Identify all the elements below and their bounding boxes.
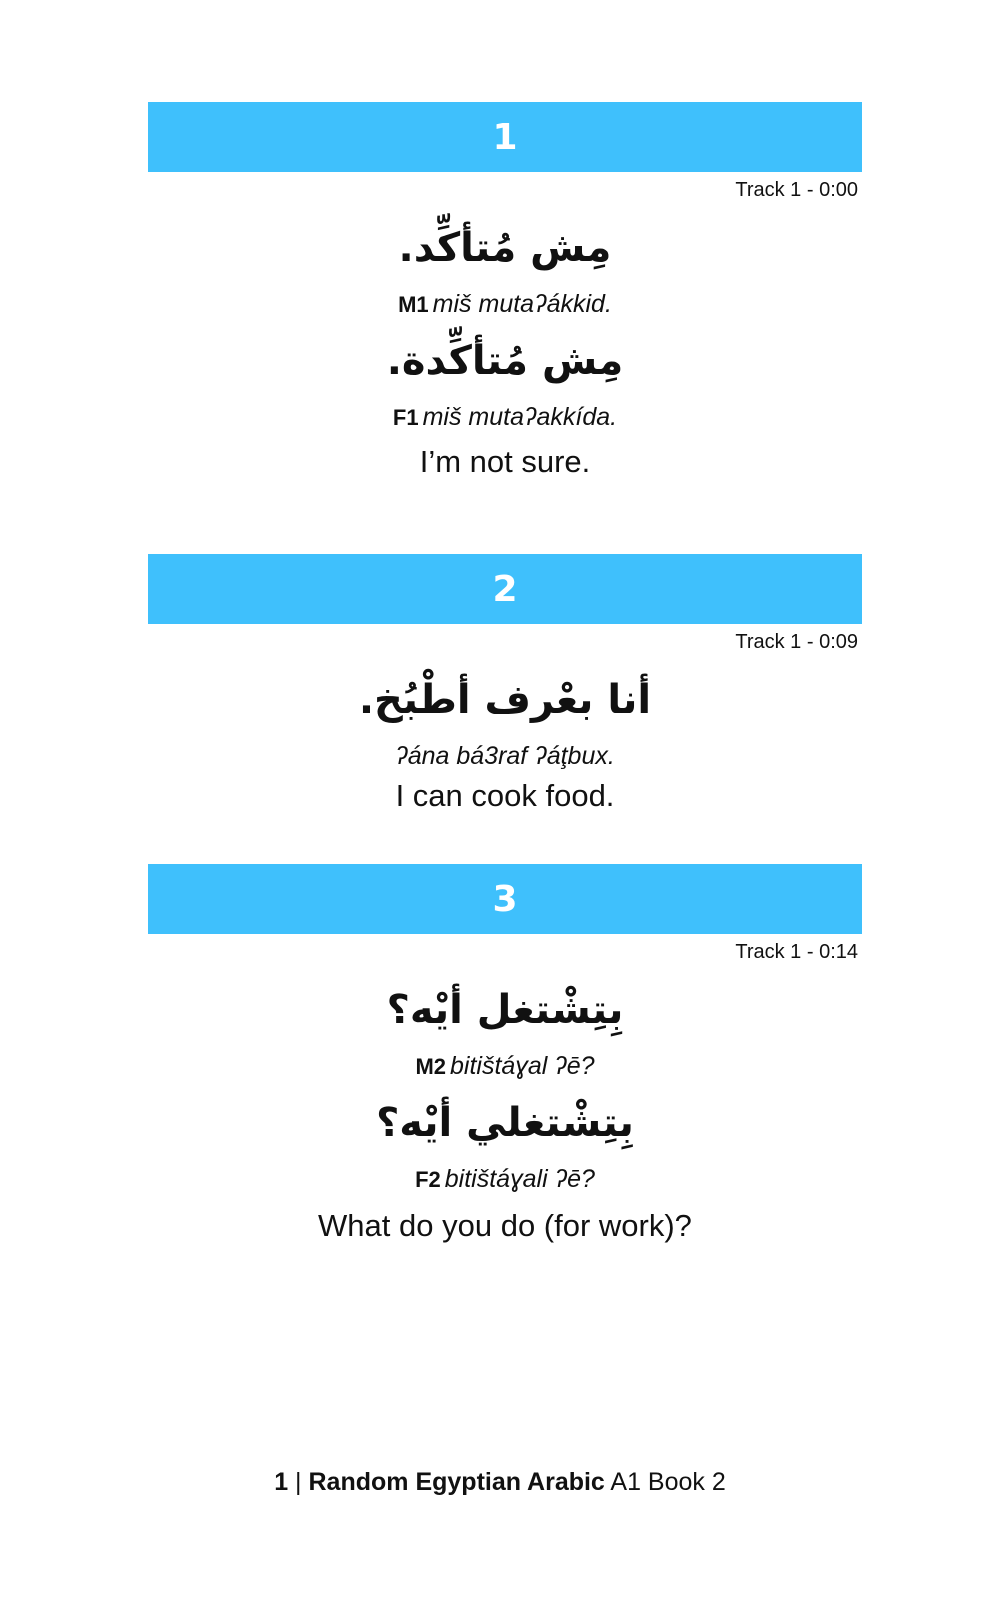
transliteration: miš mutaʔákkid.	[432, 290, 612, 318]
footer-separator: |	[288, 1468, 309, 1496]
entry-number: 1	[492, 116, 518, 158]
transliteration: miš mutaʔakkída.	[422, 403, 618, 431]
arabic-sentence: بِتِشْتغل أيْه؟	[386, 987, 624, 1033]
english-translation: What do you do (for work)?	[318, 1208, 692, 1243]
arabic-sentence: مِش مُتأكِّدة.	[386, 338, 624, 384]
arabic-sentence: أنا بعْرف أطْبُخ.	[358, 677, 652, 723]
entry-banner	[148, 554, 862, 624]
transliteration: bitištáɣali ʔē?	[444, 1165, 595, 1193]
entry-number: 2	[492, 568, 518, 610]
transliteration-line	[148, 1163, 862, 1196]
entry-banner	[148, 864, 862, 934]
track-label: Track 1 - 0:09	[735, 631, 858, 653]
entry-banner	[148, 102, 862, 172]
entry-number: 3	[492, 878, 518, 920]
page-number: 1	[274, 1468, 289, 1496]
transliteration-line	[148, 1050, 862, 1083]
transliteration: ʔána bá3raf ʔáţbux.	[395, 742, 615, 770]
transliteration-line	[148, 288, 862, 321]
transliteration: bitištáɣal ʔē?	[450, 1052, 595, 1080]
english-translation: I’m not sure.	[419, 444, 591, 479]
track-label: Track 1 - 0:00	[735, 179, 858, 201]
page-footer	[0, 1468, 1000, 1497]
speaker-label: F2	[415, 1167, 441, 1192]
transliteration-line	[148, 401, 862, 434]
book-subtitle: A1 Book 2	[604, 1468, 726, 1496]
track-label: Track 1 - 0:14	[735, 941, 858, 963]
speaker-label: M1	[398, 292, 429, 317]
speaker-label: F1	[392, 405, 419, 430]
entry-3	[148, 864, 862, 1246]
english-translation: I can cook food.	[395, 778, 615, 813]
entry-1	[148, 102, 862, 482]
arabic-sentence: بِتِشْتغلي أيْه؟	[376, 1100, 634, 1146]
speaker-label: M2	[415, 1054, 446, 1079]
book-title: Random Egyptian Arabic	[308, 1468, 605, 1496]
entry-2	[148, 554, 862, 816]
arabic-sentence: مِش مُتأكِّد.	[398, 225, 612, 271]
transliteration-line	[148, 740, 862, 772]
